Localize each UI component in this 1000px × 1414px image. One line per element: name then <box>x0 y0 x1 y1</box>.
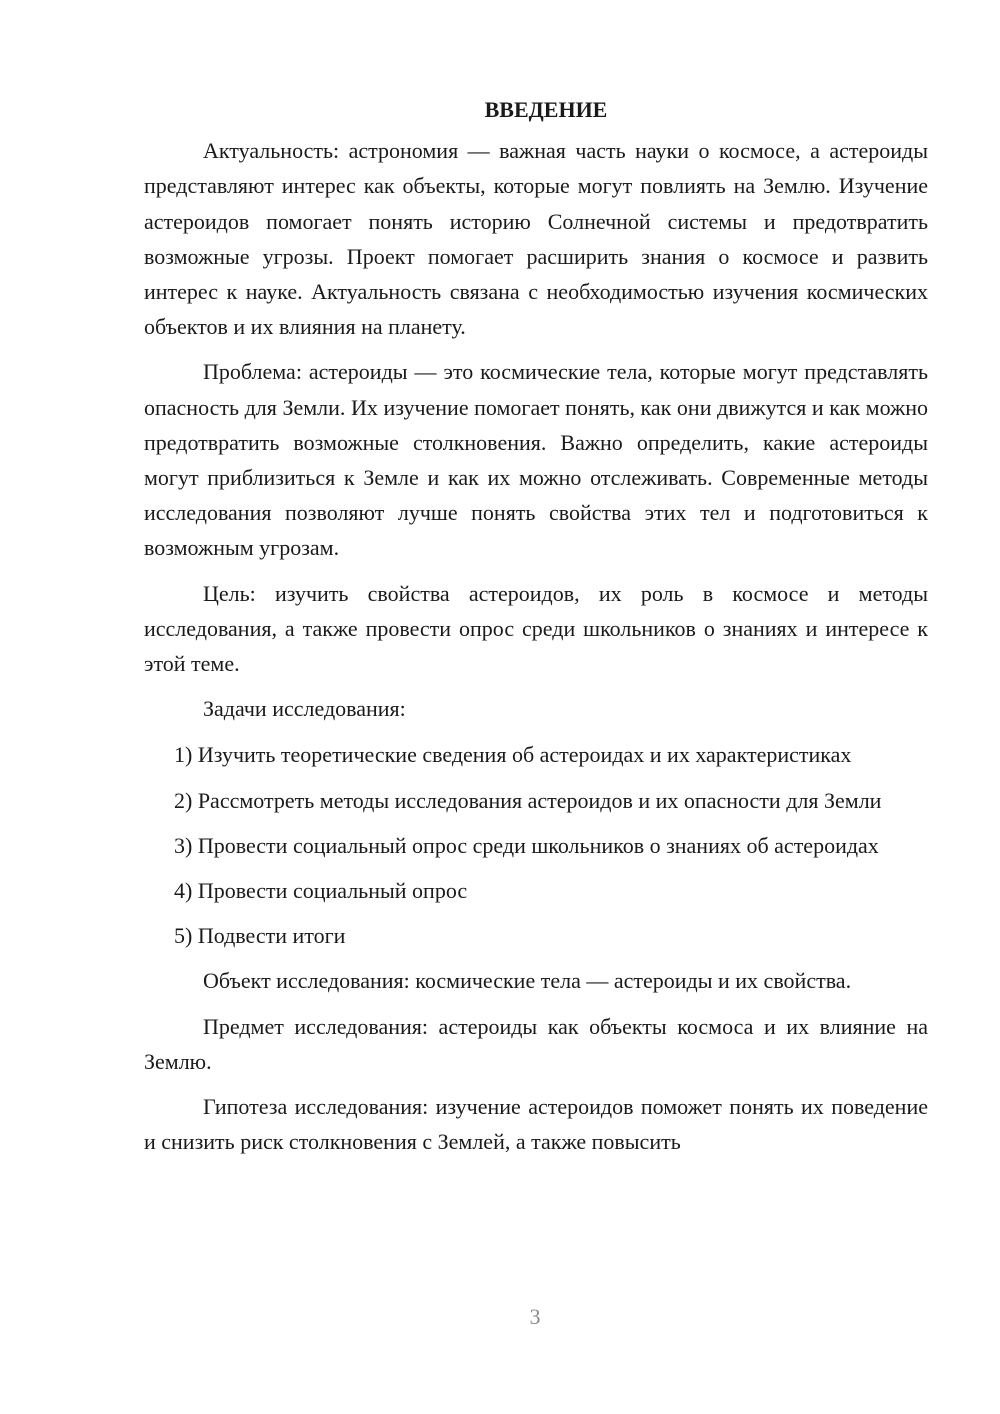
object-paragraph: Объект исследования: космические тела — астероиды и их свойства. <box>203 968 852 994</box>
hypothesis-paragraph: Гипотеза исследования: изучение астероидов поможет понять их поведение и снизить риск столкновения с Землей, а также повысить <box>144 1094 928 1155</box>
problem-paragraph: Проблема: астероиды — это космические тела, которые могут представлять опасность для Земли. Их изучение помогает понять, как они движутся и как можно предотвратить возможные столкновения. Важно определить, какие астероиды могут приблизиться к Земле и как их можно отслеживать. Современные методы исследования позволяют лучше понять свойства этих тел и подготовиться к возможным угрозам. <box>144 359 928 561</box>
page-content <box>144 92 928 1169</box>
goal-paragraph: Цель: изучить свойства астероидов, их роль в космосе и методы исследования, а также провести опрос среди школьников о знаниях и интересе к этой теме. <box>144 580 928 677</box>
task-item: 1) Изучить теоретические сведения об астероидах и их характеристиках <box>174 742 852 768</box>
tasks-heading: Задачи исследования: <box>203 696 406 722</box>
task-item: 4) Провести социальный опрос <box>174 878 468 904</box>
subject-paragraph: Предмет исследования: астероиды как объекты космоса и их влияние на Землю. <box>144 1013 928 1074</box>
task-item: 2) Рассмотреть методы исследования астероидов и их опасности для Земли <box>174 787 882 813</box>
relevance-paragraph: Актуальность: астрономия — важная часть науки о космосе, а астероиды представляют интерес как объекты, которые могут повлиять на Землю. Изучение астероидов помогает понять историю Солнечной системы и предотвратить возможные угрозы. Проект помогает расширить знания о космосе и развить интерес к науке. Актуальность связана с необходимостью изучения космических объектов и их влияния на планету. <box>144 138 928 340</box>
task-item: 3) Провести социальный опрос среди школьников о знаниях об астероидах <box>174 832 879 858</box>
task-item: 5) Подвести итоги <box>174 923 346 949</box>
page-title: ВВЕДЕНИЕ <box>484 97 608 122</box>
page-number: 3 <box>529 1304 541 1329</box>
